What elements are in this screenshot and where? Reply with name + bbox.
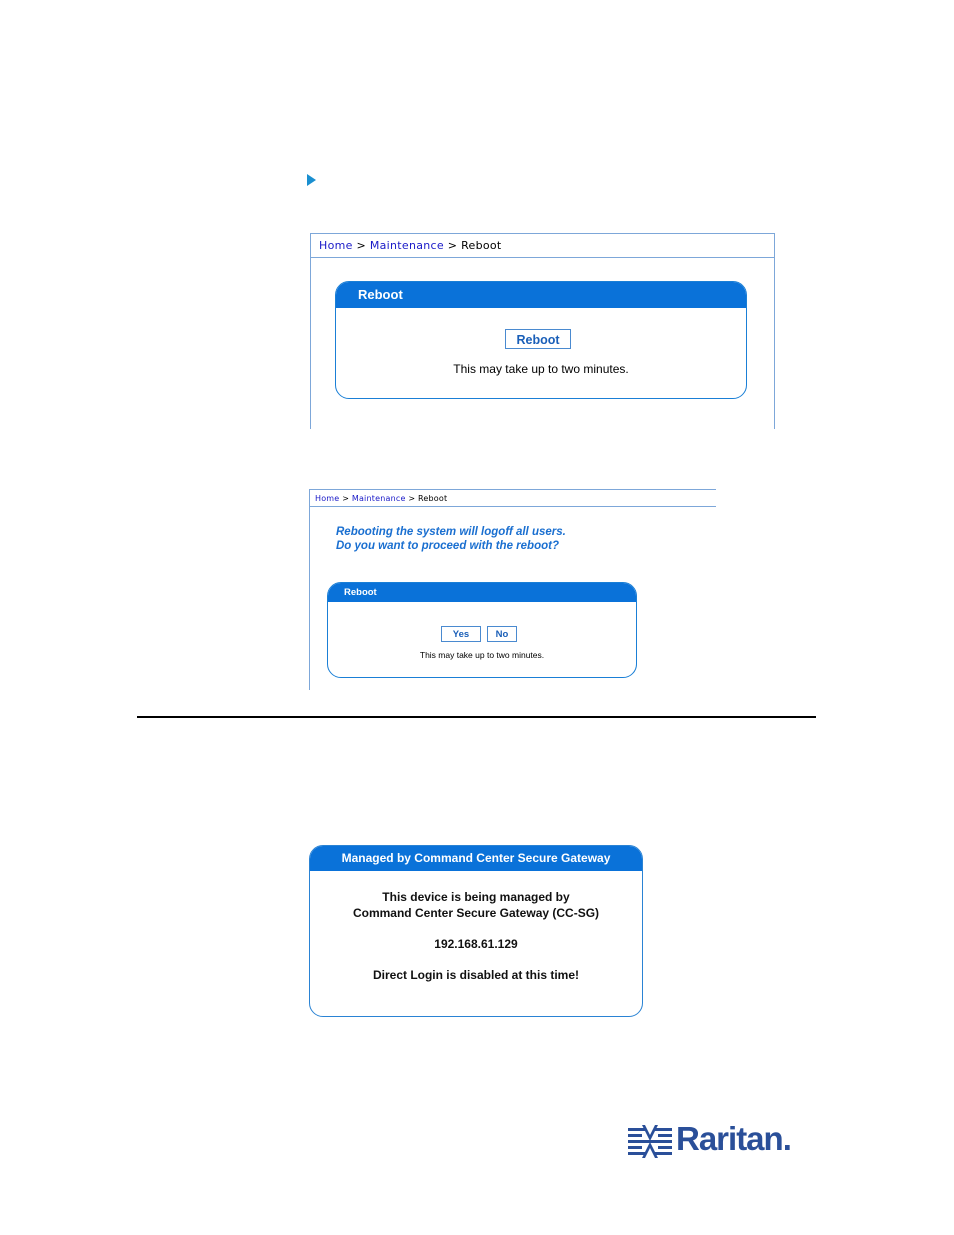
- breadcrumb-maintenance-link[interactable]: Maintenance: [351, 494, 406, 503]
- reboot-confirm-panel: [327, 582, 637, 678]
- panel-title: Managed by Command Center Secure Gateway: [310, 846, 642, 871]
- yes-button[interactable]: Yes: [441, 626, 481, 642]
- breadcrumb-divider: [311, 257, 774, 258]
- breadcrumb: [319, 239, 502, 252]
- breadcrumb: [315, 494, 447, 503]
- step-arrow-icon: [307, 174, 316, 186]
- section-divider: [137, 716, 816, 718]
- reboot-note: This may take up to two minutes.: [419, 650, 545, 660]
- breadcrumb-separator: >: [408, 494, 416, 503]
- managed-line-1: This device is being managed by: [382, 890, 570, 904]
- reboot-button[interactable]: Reboot: [505, 329, 571, 349]
- breadcrumb-separator: >: [447, 239, 458, 252]
- no-button[interactable]: No: [487, 626, 517, 642]
- reboot-confirm-screenshot: [309, 489, 716, 690]
- direct-login-disabled-text: Direct Login is disabled at this time!: [372, 968, 580, 982]
- reboot-panel: [335, 281, 747, 399]
- managed-line-2: Command Center Secure Gateway (CC-SG): [352, 906, 600, 920]
- panel-title: Reboot: [328, 583, 636, 602]
- raritan-logo: [628, 1122, 798, 1162]
- raritan-logo-text: Raritan.: [676, 1120, 791, 1157]
- breadcrumb-separator: >: [342, 494, 350, 503]
- reboot-note: This may take up to two minutes.: [453, 362, 629, 376]
- panel-title: Reboot: [336, 282, 746, 308]
- breadcrumb-maintenance-link[interactable]: Maintenance: [369, 239, 444, 252]
- breadcrumb-current: Reboot: [461, 239, 502, 252]
- breadcrumb-separator: >: [356, 239, 367, 252]
- breadcrumb-divider: [310, 506, 716, 507]
- warning-line-1: Rebooting the system will logoff all users.: [336, 526, 566, 538]
- breadcrumb-home-link[interactable]: Home: [315, 494, 340, 503]
- breadcrumb-home-link[interactable]: Home: [319, 239, 353, 252]
- reboot-screenshot: [310, 233, 775, 429]
- managed-by-ccsg-panel: [309, 845, 643, 1017]
- warning-line-2: Do you want to proceed with the reboot?: [336, 540, 559, 552]
- managed-ip-address: 192.168.61.129: [434, 937, 518, 951]
- reboot-warning: [336, 525, 566, 553]
- raritan-emblem-icon: [628, 1122, 676, 1162]
- breadcrumb-current: Reboot: [417, 494, 448, 503]
